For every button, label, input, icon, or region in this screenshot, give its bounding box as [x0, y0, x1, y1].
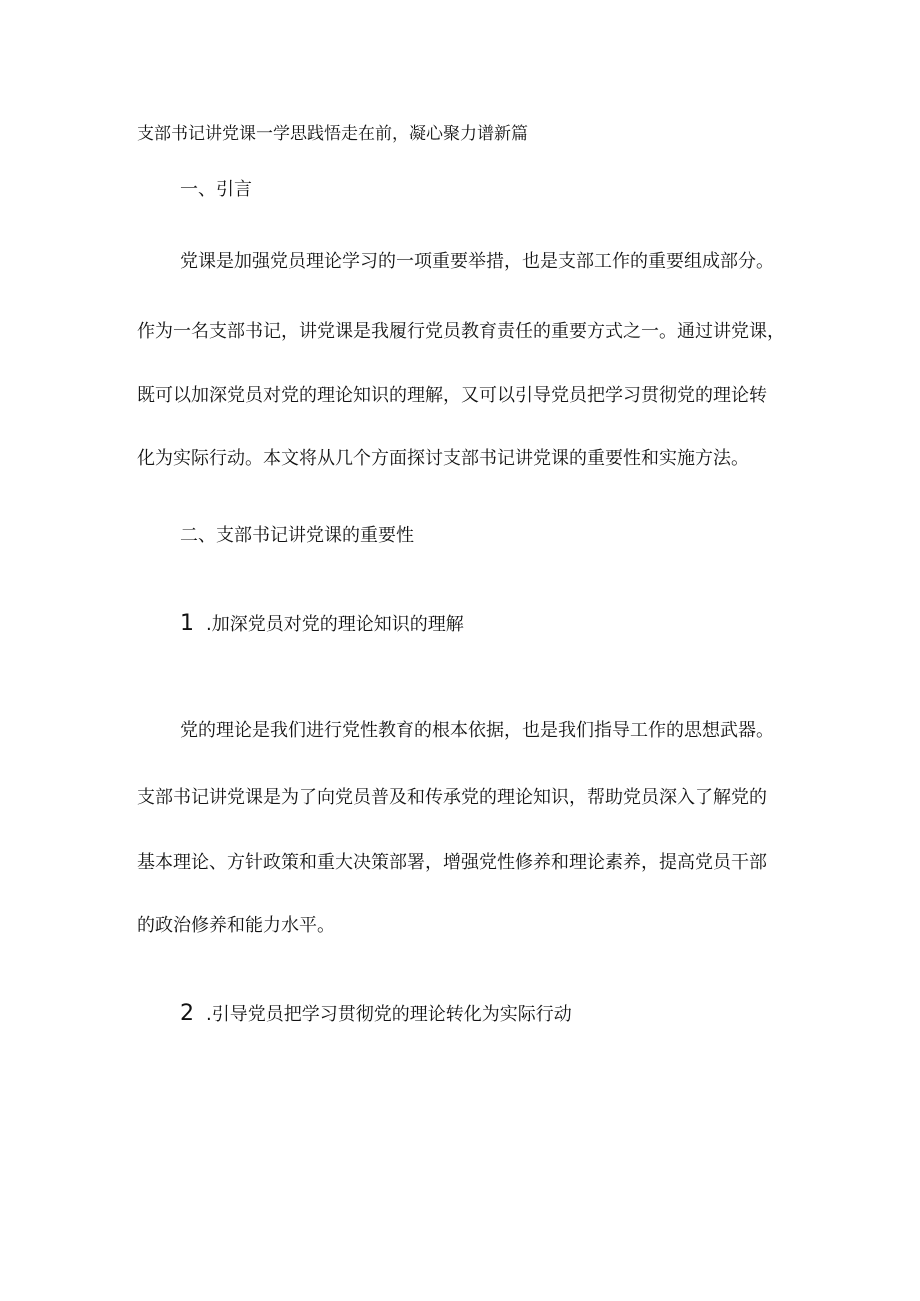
paragraph-line: 基本理论、方针政策和重大决策部署，增强党性修养和理论素养，提高党员干部 [137, 852, 767, 873]
subheading-item-2 [180, 1002, 572, 1027]
paragraph-line: 化为实际行动。本文将从几个方面探讨支部书记讲党课的重要性和实施方法。 [137, 448, 749, 469]
document-title: 支部书记讲党课一学思践悟走在前，凝心聚力谱新篇 [137, 124, 528, 144]
subheading-item-1 [180, 612, 464, 637]
paragraph-line: 党课是加强党员理论学习的一项重要举措，也是支部工作的重要组成部分。 [180, 251, 774, 272]
item-text: .加深党员对党的理论知识的理解 [206, 614, 464, 635]
item-number: 2 [180, 1001, 194, 1026]
paragraph-line: 党的理论是我们进行党性教育的根本依据，也是我们指导工作的思想武器。 [180, 720, 774, 741]
section-heading-importance: 二、支部书记讲党课的重要性 [180, 525, 414, 546]
paragraph-line: 支部书记讲党课是为了向党员普及和传承党的理论知识，帮助党员深入了解党的 [137, 787, 767, 808]
item-text: .引导党员把学习贯彻党的理论转化为实际行动 [206, 1004, 572, 1025]
item-number: 1 [180, 611, 194, 636]
section-heading-intro: 一、引言 [180, 179, 252, 200]
paragraph-line: 既可以加深党员对党的理论知识的理解，又可以引导党员把学习贯彻党的理论转 [137, 385, 767, 406]
paragraph-line: 作为一名支部书记，讲党课是我履行党员教育责任的重要方式之一。通过讲党课， [137, 321, 785, 342]
paragraph-line: 的政治修养和能力水平。 [137, 915, 335, 936]
